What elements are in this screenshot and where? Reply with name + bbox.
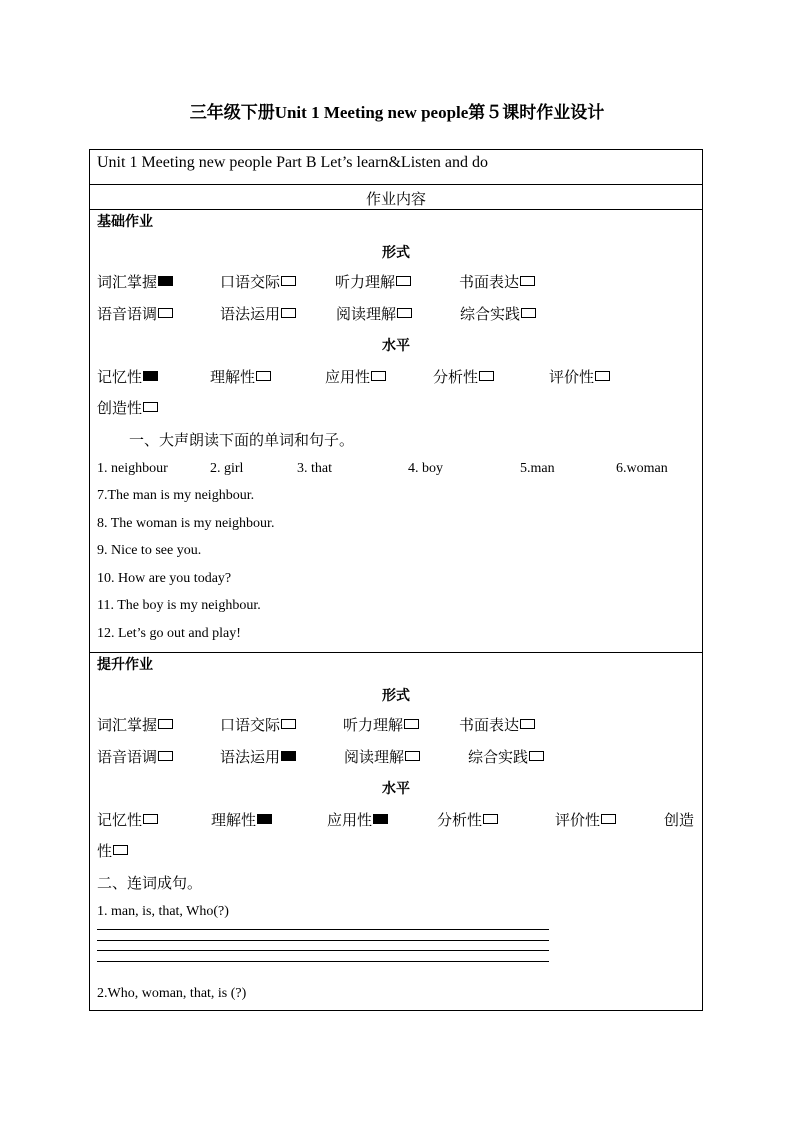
advanced-level-option: 应用性 [327,809,388,830]
word-item: 1. neighbour [97,461,168,476]
advanced-level-option: 创造 [664,811,695,829]
checkbox [601,814,616,824]
checkbox [520,719,535,729]
advanced-level-label: 水平 [382,781,410,797]
word-item: 5.man [520,461,555,476]
basic-form-option: 听力理解 [335,271,411,292]
checkbox [373,814,388,824]
checkbox [281,276,296,286]
checkbox [281,751,296,761]
answer-line [97,929,549,930]
unit-lesson-line: Unit 1 Meeting new people Part B Let’s learn&Listen and do [97,154,489,171]
checkbox [256,371,271,381]
word-item: 3. that [297,461,332,476]
question-item: 2.Who, woman, that, is (?) [97,986,247,1001]
basic-level-option: 分析性 [433,366,494,387]
basic-level-option: 创造性 [97,397,158,418]
basic-task-title: 一、大声朗读下面的单词和句子。 [129,431,355,449]
checkbox [521,308,536,318]
word-item: 2. girl [210,461,244,476]
advanced-heading: 提升作业 [97,657,153,673]
checkbox [595,371,610,381]
checkbox [397,308,412,318]
checkbox [520,276,535,286]
basic-form-option: 综合实践 [460,303,536,324]
title-suffix: 第５课时作业设计 [468,103,605,122]
advanced-form-option: 听力理解 [343,714,419,735]
advanced-form-option: 书面表达 [459,714,535,735]
section-divider [90,652,702,653]
sentence-item: 10. How are you today? [97,571,232,586]
basic-form-option: 阅读理解 [336,303,412,324]
basic-form-option: 语法运用 [220,303,296,324]
checkbox [257,814,272,824]
advanced-form-option: 语音语调 [97,746,173,767]
sentence-item: 12. Let’s go out and play! [97,626,241,641]
basic-form-label: 形式 [382,245,410,261]
checkbox [529,751,544,761]
basic-level-option: 应用性 [325,366,386,387]
checkbox [158,276,173,286]
sentence-item: 7.The man is my neighbour. [97,488,255,503]
advanced-level-option: 分析性 [437,809,498,830]
row-divider [90,209,702,210]
basic-form-option: 词汇掌握 [97,271,173,292]
answer-line [97,961,549,962]
checkbox [158,751,173,761]
title-english: Unit 1 Meeting new people [274,103,469,122]
checkbox [281,719,296,729]
sentence-item: 8. The woman is my neighbour. [97,516,275,531]
advanced-task-title: 二、连词成句。 [97,874,203,892]
checkbox [113,845,128,855]
advanced-form-option: 阅读理解 [344,746,420,767]
advanced-level-option: 理解性 [211,809,272,830]
basic-level-option: 理解性 [210,366,271,387]
checkbox [281,308,296,318]
checkbox [405,751,420,761]
answer-line [97,950,549,951]
answer-line [97,940,549,941]
homework-table [89,149,703,1011]
advanced-form-option: 综合实践 [468,746,544,767]
advanced-level-option: 记忆性 [97,809,158,830]
advanced-form-label: 形式 [382,688,410,704]
basic-level-option: 记忆性 [97,366,158,387]
basic-form-option: 书面表达 [459,271,535,292]
title-prefix: 三年级下册 [189,103,275,122]
checkbox [158,719,173,729]
checkbox [404,719,419,729]
advanced-form-option: 口语交际 [220,714,296,735]
basic-heading: 基础作业 [97,214,153,230]
checkbox [143,402,158,412]
basic-level-label: 水平 [382,338,410,354]
content-label: 作业内容 [365,190,426,208]
basic-form-option: 语音语调 [97,303,173,324]
basic-form-option: 口语交际 [220,271,296,292]
advanced-form-option: 词汇掌握 [97,714,173,735]
advanced-level-option: 评价性 [555,809,616,830]
advanced-level-option-wrap: 性 [97,840,128,861]
checkbox [479,371,494,381]
basic-level-option: 评价性 [549,366,610,387]
word-item: 4. boy [408,461,443,476]
sentence-item: 9. Nice to see you. [97,543,202,558]
question-item: 1. man, is, that, Who(?) [97,904,229,919]
checkbox [371,371,386,381]
document-title [0,98,794,123]
checkbox [143,371,158,381]
word-item: 6.woman [616,461,668,476]
checkbox [483,814,498,824]
checkbox [143,814,158,824]
advanced-form-option: 语法运用 [220,746,296,767]
checkbox [158,308,173,318]
sentence-item: 11. The boy is my neighbour. [97,598,261,613]
checkbox [396,276,411,286]
row-divider [90,184,702,185]
